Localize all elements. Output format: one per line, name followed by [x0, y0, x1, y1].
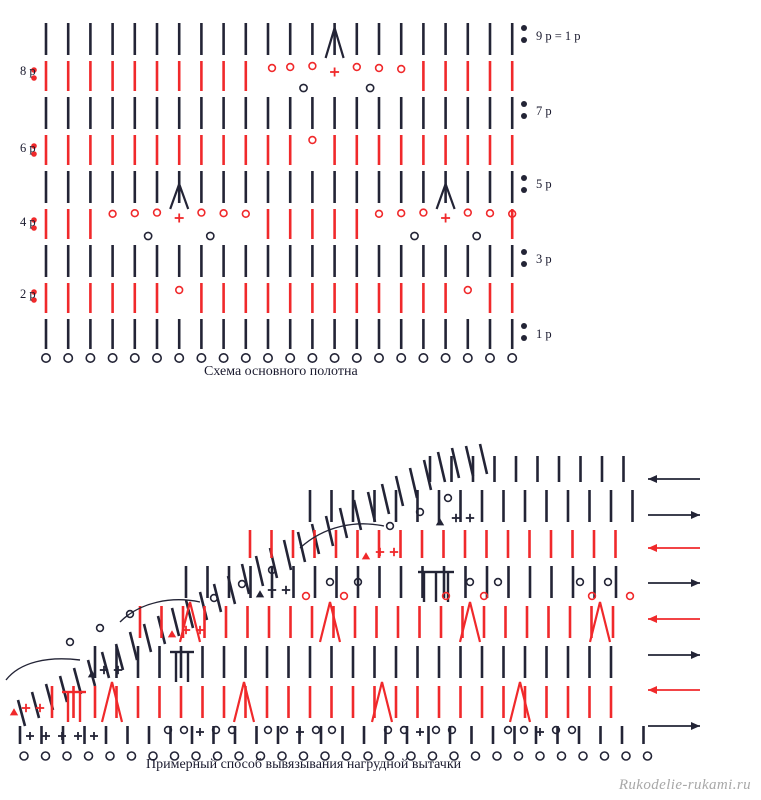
stitch-chain — [86, 354, 94, 362]
stitch-chain — [464, 287, 471, 294]
stitch-chain — [375, 354, 383, 362]
direction-arrow-right — [648, 579, 700, 587]
stitch-slanted-edge — [256, 556, 263, 586]
stitch-chain — [97, 625, 104, 632]
stitch-increase — [182, 652, 194, 682]
stitch-slanted-edge — [32, 692, 39, 718]
stitch-slanted-edge — [452, 448, 459, 478]
row-marker-dot — [521, 261, 527, 267]
stitch-chain — [67, 639, 74, 646]
stitch-chain — [175, 354, 183, 362]
stitch-single-crochet — [376, 548, 384, 556]
stitch-chain — [20, 752, 28, 760]
stitch-single-crochet — [416, 728, 424, 736]
row-label: 6 р — [20, 141, 36, 155]
stitch-chain — [303, 593, 310, 600]
watermark: Rukodelie-rukami.ru — [618, 777, 751, 793]
row-label: 8 р — [20, 64, 36, 78]
stitch-chain — [239, 581, 246, 588]
stitch-chain — [42, 354, 50, 362]
row-marker-dot — [521, 323, 527, 329]
stitch-slip — [10, 708, 18, 715]
direction-arrow-left — [648, 615, 700, 623]
stitch-single-crochet — [90, 732, 98, 740]
stitch-slanted-edge — [410, 468, 417, 498]
stitch-chain — [441, 354, 449, 362]
stitch-chain — [398, 210, 405, 217]
main-pattern-chart — [0, 0, 761, 395]
stitch-chain — [376, 210, 383, 217]
row-marker-dot — [521, 335, 527, 341]
stitch-single-crochet — [330, 68, 339, 77]
stitch-chain — [515, 752, 523, 760]
row-label: 2 р — [20, 287, 36, 301]
stitch-chain — [63, 752, 71, 760]
stitch-chain — [131, 210, 138, 217]
stitch-chain — [376, 65, 383, 72]
stitch-chain — [577, 579, 584, 586]
stitch-single-crochet — [74, 732, 82, 740]
stitch-single-crochet — [296, 728, 304, 736]
stitch-chain — [265, 727, 272, 734]
stitch-chain — [42, 752, 50, 760]
stitch-chain — [176, 287, 183, 294]
direction-arrow-right — [648, 511, 700, 519]
dart-chart-direction-arrows — [648, 475, 700, 730]
stitch-chain — [473, 232, 480, 239]
stitch-slip — [168, 630, 176, 637]
stitch-chain — [464, 209, 471, 216]
row-marker-dot — [521, 113, 527, 119]
direction-arrow-left — [648, 475, 700, 483]
stitch-chain — [264, 354, 272, 362]
stitch-chain — [181, 727, 188, 734]
stitch-chain — [330, 354, 338, 362]
guide-curve — [6, 659, 80, 680]
stitch-decrease — [510, 682, 530, 722]
stitch-chain — [521, 727, 528, 734]
stitch-single-crochet — [196, 728, 204, 736]
stitch-chain — [106, 752, 114, 760]
stitch-single-crochet — [441, 214, 450, 223]
stitch-chain — [329, 727, 336, 734]
stitch-slip — [256, 590, 264, 597]
stitch-chain — [108, 354, 116, 362]
stitch-chain — [445, 495, 452, 502]
stitch-chain — [353, 354, 361, 362]
stitch-chain — [197, 354, 205, 362]
stitch-chain — [309, 137, 316, 144]
stitch-slanted-edge — [340, 508, 347, 538]
stitch-single-crochet — [175, 214, 184, 223]
stitch-single-crochet — [58, 732, 66, 740]
stitch-chain — [536, 752, 544, 760]
stitch-chain — [367, 84, 374, 91]
row-label: 5 р — [536, 177, 552, 191]
stitch-slip — [362, 552, 370, 559]
stitch-chain — [433, 727, 440, 734]
stitch-chain — [353, 64, 360, 71]
stitch-slip — [436, 518, 444, 525]
stitch-single-crochet — [268, 586, 276, 594]
stitch-chain — [605, 579, 612, 586]
stitch-chain — [145, 232, 152, 239]
row-marker-dot — [521, 175, 527, 181]
row-marker-dot — [521, 249, 527, 255]
stitch-single-crochet — [42, 732, 50, 740]
stitch-single-crochet — [22, 704, 30, 712]
main-chart-stitches — [31, 23, 527, 362]
stitch-chain — [153, 354, 161, 362]
stitch-increase — [74, 692, 86, 722]
stitch-chain — [420, 209, 427, 216]
row-label: 1 р — [536, 327, 552, 341]
stitch-chain — [341, 593, 348, 600]
stitch-chain — [487, 210, 494, 217]
main-chart-row-labels — [20, 29, 581, 341]
stitch-slanted-edge — [438, 452, 445, 482]
stitch-chain — [493, 752, 501, 760]
row-marker-dot — [521, 37, 527, 43]
stitch-chain — [198, 209, 205, 216]
stitch-single-crochet — [282, 586, 290, 594]
direction-arrow-right — [648, 722, 700, 730]
stitch-chain — [411, 232, 418, 239]
stitch-slanted-edge — [480, 444, 487, 474]
stitch-slanted-edge — [382, 484, 389, 514]
stitch-chain — [286, 354, 294, 362]
stitch-decrease — [320, 602, 340, 642]
stitch-slanted-edge — [354, 500, 361, 530]
stitch-slanted-edge — [172, 608, 179, 636]
stitch-chain — [154, 209, 161, 216]
stitch-chain — [269, 65, 276, 72]
direction-arrow-right — [648, 651, 700, 659]
stitch-chain — [486, 354, 494, 362]
stitch-chain — [327, 579, 334, 586]
stitch-increase — [430, 572, 442, 602]
stitch-chain — [300, 84, 307, 91]
stitch-chain — [281, 727, 288, 734]
stitch-slanted-edge — [144, 624, 151, 652]
stitch-chain — [109, 210, 116, 217]
stitch-single-crochet — [452, 514, 460, 522]
stitch-decrease — [234, 682, 254, 722]
direction-arrow-left — [648, 686, 700, 694]
stitch-chain — [85, 752, 93, 760]
stitch-chain — [308, 354, 316, 362]
stitch-single-crochet — [466, 514, 474, 522]
stitch-chain — [627, 593, 634, 600]
stitch-slanted-edge — [130, 632, 137, 660]
stitch-chain — [207, 232, 214, 239]
stitch-chain — [128, 752, 136, 760]
stitch-single-crochet — [26, 732, 34, 740]
row-marker-dot — [521, 187, 527, 193]
stitch-decrease — [590, 602, 610, 642]
stitch-chain — [242, 210, 249, 217]
stitch-chain — [419, 354, 427, 362]
stitch-single-crochet — [390, 548, 398, 556]
stitch-chain — [622, 752, 630, 760]
row-label: 7 р — [536, 104, 552, 118]
row-marker-dot — [521, 25, 527, 31]
stitch-chain — [467, 579, 474, 586]
stitch-chain — [287, 64, 294, 71]
row-label: 9 р = 1 р — [536, 29, 581, 43]
dart-chart-caption: Примерный способ вывязывания нагрудной вытачки — [146, 757, 462, 772]
row-marker-dot — [521, 101, 527, 107]
row-label: 4 р — [20, 215, 36, 229]
stitch-chain — [579, 752, 587, 760]
stitch-chain — [131, 354, 139, 362]
direction-arrow-left — [648, 544, 700, 552]
stitch-chain — [495, 579, 502, 586]
stitch-slanted-edge — [60, 676, 67, 702]
stitch-chain — [64, 354, 72, 362]
main-chart-caption: Схема основного полотна — [204, 364, 358, 379]
stitch-chain — [558, 752, 566, 760]
stitch-decrease — [102, 682, 122, 722]
bust-dart-chart — [0, 430, 761, 770]
dart-chart-stitches — [6, 444, 652, 760]
stitch-chain — [601, 752, 609, 760]
stitch-slanted-edge — [242, 564, 249, 594]
stitch-slanted-edge — [284, 540, 291, 570]
stitch-slanted-edge — [74, 668, 81, 694]
stitch-chain — [313, 727, 320, 734]
stitch-chain — [219, 354, 227, 362]
stitch-chain — [309, 63, 316, 70]
stitch-slanted-edge — [18, 700, 25, 726]
stitch-slanted-edge — [102, 652, 109, 678]
stitch-chain — [387, 523, 394, 530]
stitch-chain — [220, 210, 227, 217]
stitch-increase — [418, 572, 430, 602]
stitch-chain — [569, 727, 576, 734]
stitch-chain — [644, 752, 652, 760]
stitch-chain — [242, 354, 250, 362]
row-label: 3 р — [536, 252, 552, 266]
stitch-chain — [505, 727, 512, 734]
stitch-chain — [508, 354, 516, 362]
stitch-chain — [397, 354, 405, 362]
stitch-chain — [464, 354, 472, 362]
stitch-chain — [472, 752, 480, 760]
stitch-chain — [398, 66, 405, 73]
